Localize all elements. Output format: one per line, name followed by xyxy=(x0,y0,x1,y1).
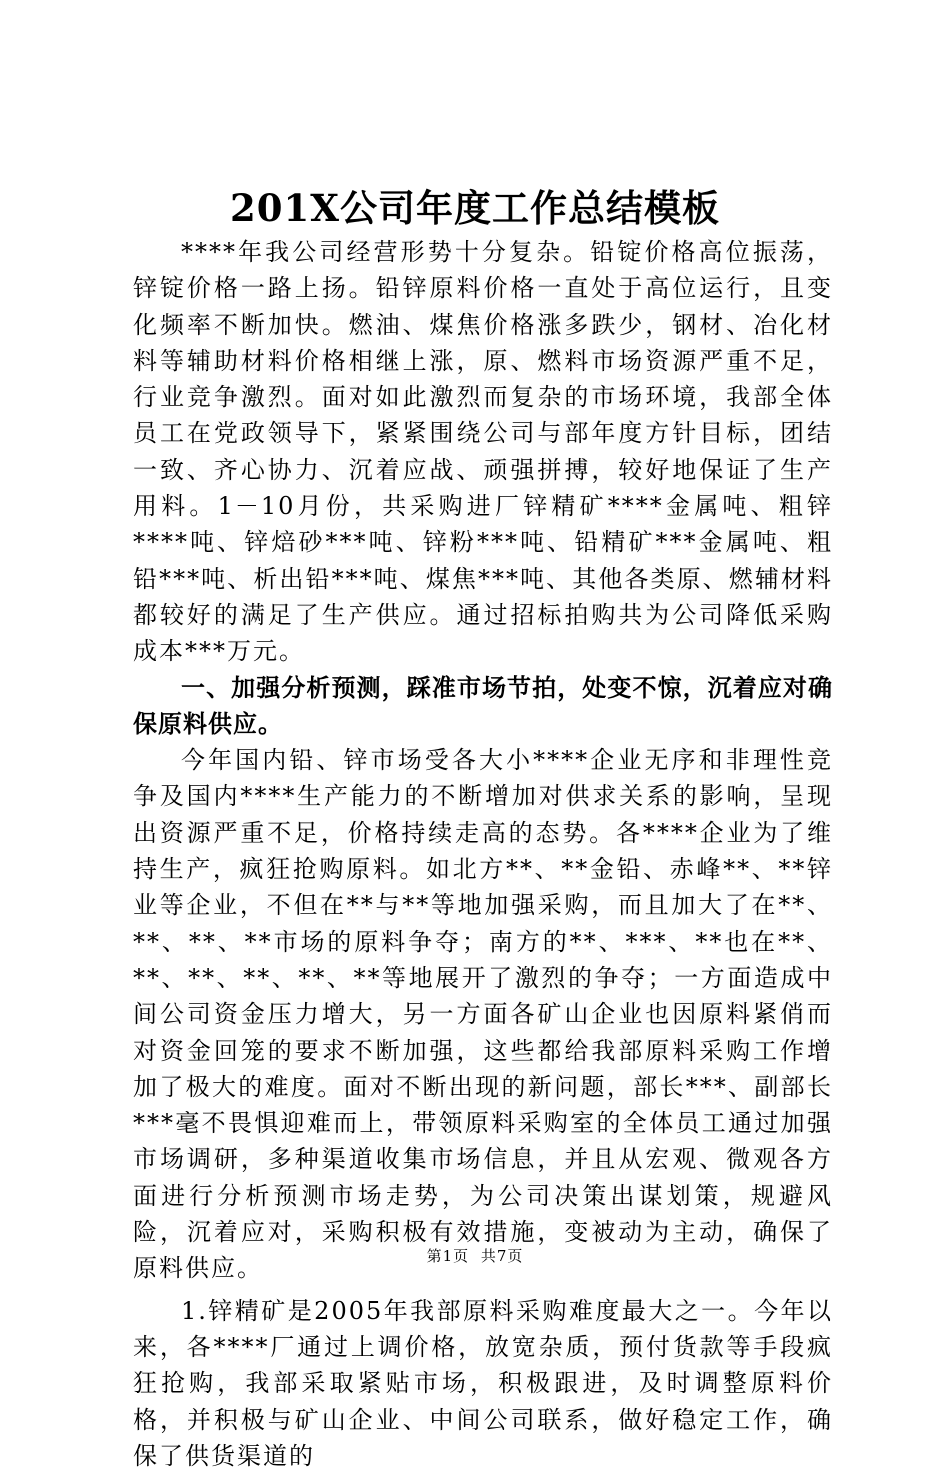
page-number: 第1页 xyxy=(426,1247,470,1265)
page-footer xyxy=(0,1246,950,1266)
document-title: 201X公司年度工作总结模板 xyxy=(230,186,720,230)
page-total: 共7页 xyxy=(480,1247,524,1265)
intro-paragraph: ****年我公司经营形势十分复杂。铅锭价格高位振荡，锌锭价格一路上扬。铅锌原料价格一直处于高位运行，且变化频率不断加快。燃油、煤焦价格涨多跌少，钢材、冶化材料等辅助材料价格相继上涨，原、燃料市场资源严重不足，行业竞争激烈。面对如此激烈而复杂的市场环境，我部全体员工在党政领导下，紧紧围绕公司与部年度方针目标，团结一致、齐心协力、沉着应战、顽强拼搏，较好地保证了生产用料。1－10月份，共采购进厂锌精矿****金属吨、粗锌****吨、锌焙砂***吨、锌粉***吨、铅精矿***金属吨、粗铅***吨、析出铅***吨、煤焦***吨、其他各类原、燃辅材料都较好的满足了生产供应。通过招标拍购共为公司降低采购成本***万元。 xyxy=(133,238,833,666)
section-paragraph: 今年国内铅、锌市场受各大小****企业无序和非理性竞争及国内****生产能力的不断增加对供求关系的影响，呈现出资源严重不足，价格持续走高的态势。各****企业为了维持生产，疯狂抢购原料。如北方**、**金铅、赤峰**、**锌业等企业，不但在**与**等地加强采购，而且加大了在**、**、**、**市场的原料争夺；南方的**、***、**也在**、**、**、**、**、**等地展开了激烈的争夺；一方面造成中间公司资金压力增大，另一方面各矿山企业也因原料紧俏而对资金回笼的要求不断加强，这些都给我部原料采购工作增加了极大的难度。面对不断出现的新问题，部长***、副部长***毫不畏惧迎难而上，带领原料采购室的全体员工通过加强市场调研，多种渠道收集市场信息，并且从宏观、微观各方面进行分析预测市场走势，为公司决策出谋划策，规避风险，沉着应对，采购积极有效措施，变被动为主动，确保了原料供应。 xyxy=(133,746,833,1283)
document-body xyxy=(133,234,833,1474)
section-heading: 一、加强分析预测，踩准市场节拍，处变不惊，沉着应对确保原料供应。 xyxy=(133,673,833,738)
numbered-paragraph: 1.锌精矿是2005年我部原料采购难度最大之一。今年以来，各****厂通过上调价格，放宽杂质，预付货款等手段疯狂抢购，我部采取紧贴市场，积极跟进，及时调整原料价格，并积极与矿山企业、中间公司联系，做好稳定工作，确保了供货渠道的 xyxy=(133,1296,833,1470)
